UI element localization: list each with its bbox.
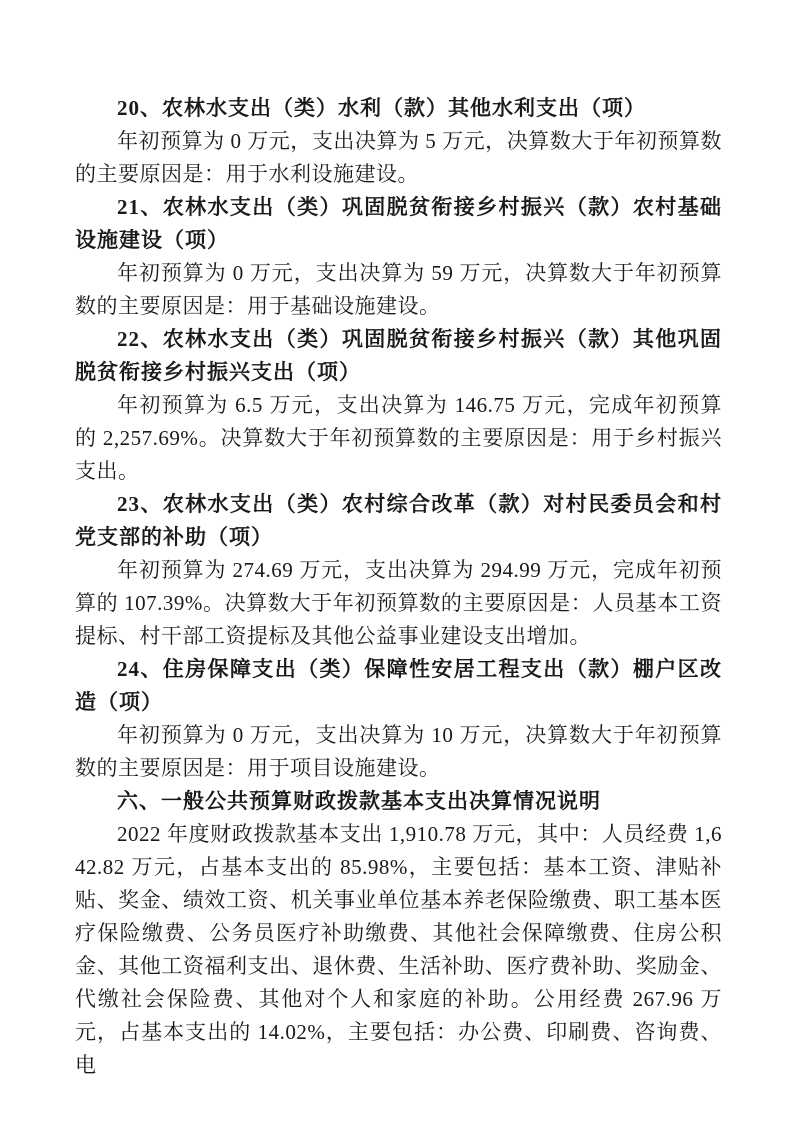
paragraph-item-23-detail: 年初预算为 274.69 万元，支出决算为 294.99 万元，完成年初预算的 107.39%。决算数大于年初预算数的主要原因是：人员基本工资提标、村干部工资提标及其他公益事业建设支出增加。 <box>75 558 722 648</box>
paragraph-item-22-detail: 年初预算为 6.5 万元，支出决算为 146.75 万元，完成年初预算的 2,257.69%。决算数大于年初预算数的主要原因是：用于乡村振兴支出。 <box>75 393 722 483</box>
section-heading-item-21: 21、农林水支出（类）巩固脱贫衔接乡村振兴（款）农村基础设施建设（项） <box>75 195 722 252</box>
document-body <box>75 92 722 1082</box>
paragraph-basic-expenditure-detail: 2022 年度财政拨款基本支出 1,910.78 万元，其中：人员经费 1,642.82 万元，占基本支出的 85.98%，主要包括：基本工资、津贴补贴、奖金、绩效工资、机关事业单位基本养老保险缴费、职工基本医疗保险缴费、公务员医疗补助缴费、其他社会保障缴费、住房公积金、其他工资福利支出、退休费、生活补助、医疗费补助、奖励金、代缴社会保险费、其他对个人和家庭的补助。公用经费 267.96 万元，占基本支出的 14.02%，主要包括：办公费、印刷费、咨询费、电 <box>75 822 722 1077</box>
section-heading-basic-expenditure: 六、一般公共预算财政拨款基本支出决算情况说明 <box>117 789 601 813</box>
section-heading-item-20: 20、农林水支出（类）水利（款）其他水利支出（项） <box>117 96 646 120</box>
section-heading-item-22: 22、农林水支出（类）巩固脱贫衔接乡村振兴（款）其他巩固脱贫衔接乡村振兴支出（项） <box>75 327 722 384</box>
paragraph-item-24-detail: 年初预算为 0 万元，支出决算为 10 万元，决算数大于年初预算数的主要原因是：用于项目设施建设。 <box>75 723 722 780</box>
section-heading-item-24: 24、住房保障支出（类）保障性安居工程支出（款）棚户区改造（项） <box>75 657 722 714</box>
paragraph-item-21-detail: 年初预算为 0 万元，支出决算为 59 万元，决算数大于年初预算数的主要原因是：用于基础设施建设。 <box>75 261 722 318</box>
paragraph-item-20-detail: 年初预算为 0 万元，支出决算为 5 万元，决算数大于年初预算数的主要原因是：用于水利设施建设。 <box>75 129 722 186</box>
section-heading-item-23: 23、农林水支出（类）农村综合改革（款）对村民委员会和村党支部的补助（项） <box>75 492 722 549</box>
